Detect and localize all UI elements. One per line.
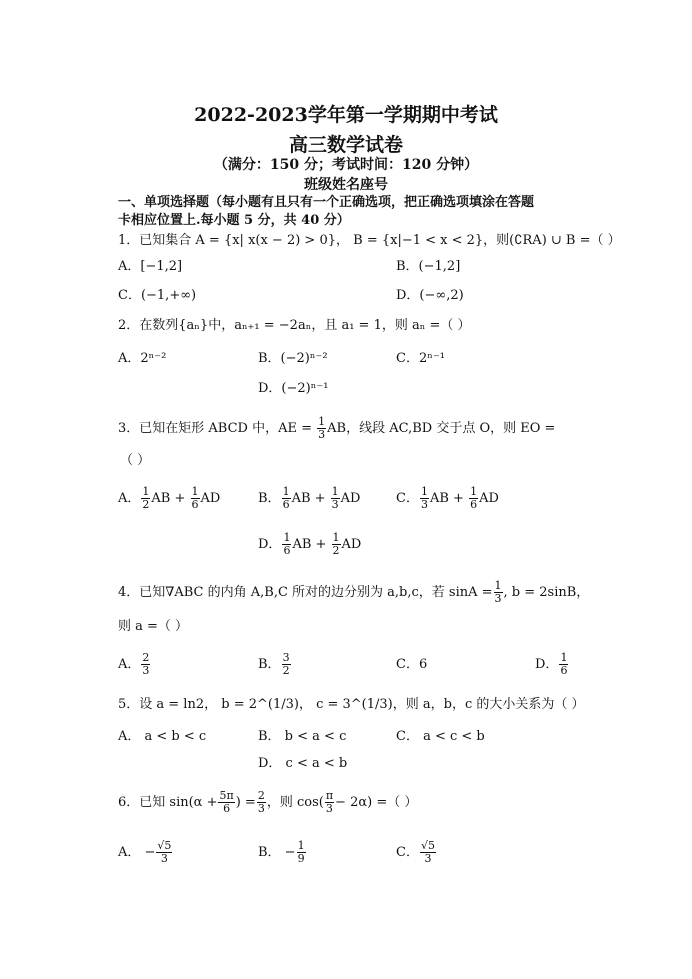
q5-option-b[interactable]: B． b < a < c <box>258 729 347 744</box>
q3-option-a[interactable]: A． $\frac{1}{2}$ AB + $\frac{1}{6}$ AD <box>118 485 221 511</box>
q3-option-c[interactable]: C． $\frac{1}{3}$ AB + $\frac{1}{6}$ AD <box>396 485 499 511</box>
q3-option-d[interactable]: D． $\frac{1}{6}$ AB + $\frac{1}{2}$ AD <box>258 531 362 557</box>
q3-stem-mid: AE = <box>278 421 317 436</box>
q6-option-c[interactable]: C． $\frac{√5}{3}$ <box>396 839 435 865</box>
q5-option-a[interactable]: A． a < b < c <box>118 729 207 744</box>
q3-stem <box>118 416 588 441</box>
q5-option-d[interactable]: D． c < a < b <box>258 756 348 771</box>
q4-stem-line2: 则 a =（ ） <box>118 619 189 634</box>
q4-option-d[interactable]: D． $\frac{1}{6}$ <box>535 651 568 677</box>
exam-title: 2022-2023学年第一学期期中考试 <box>194 104 498 126</box>
q4-option-a[interactable]: A． $\frac{2}{3}$ <box>118 651 150 677</box>
q5-option-c[interactable]: C． a < c < b <box>396 729 485 744</box>
q1-option-b[interactable]: B．(−1,2] <box>396 259 461 274</box>
q6-stem: 6．已知 sin(α + $\frac{5\pi}{6}$ ) = $\frac{2}{3}$ ，则 cos( $\frac{\pi}{3}$ − 2α) =（ ） <box>118 789 418 815</box>
q2-option-c[interactable]: C．2ⁿ⁻¹ <box>396 351 445 366</box>
q6-option-a[interactable]: A． − $\frac{√5}{3}$ <box>118 839 172 865</box>
exam-subtitle: 高三数学试卷 <box>288 134 403 156</box>
q6-option-b[interactable]: B． − $\frac{1}{9}$ <box>258 839 305 865</box>
section-heading-line1: 一、单项选择题（每小题有且只有一个正确选项，把正确选项填涂在答题 <box>118 195 535 210</box>
section-heading-line2: 卡相应位置上.每小题 5 分，共 40 分） <box>118 213 350 228</box>
q2-stem: 2．在数列{aₙ}中，aₙ₊₁ = −2aₙ，且 a₁ = 1，则 aₙ =（ ） <box>118 318 471 333</box>
q3-option-b[interactable]: B． $\frac{1}{6}$ AB + $\frac{1}{3}$ AD <box>258 485 361 511</box>
exam-info: （满分：150 分；考试时间：120 分钟） <box>213 157 479 173</box>
q1-option-d[interactable]: D．(−∞,2) <box>396 288 464 303</box>
class-name-line: 班级姓名座号 <box>304 177 388 193</box>
q4-option-c[interactable]: C．6 <box>396 657 428 672</box>
q2-option-d[interactable]: D．(−2)ⁿ⁻¹ <box>258 381 329 396</box>
q3-stem-pre: 3．已知在矩形 ABCD 中， <box>118 421 279 436</box>
q1-option-c[interactable]: C．(−1,+∞) <box>118 288 197 303</box>
q2-option-a[interactable]: A．2ⁿ⁻² <box>118 351 167 366</box>
q5-stem: 5．设 a = ln2， b = 2^(1/3)， c = 3^(1/3)，则 a，b，c 的大小关系为（ ） <box>118 697 585 712</box>
q1-stem: 1．已知集合 A = {x| x(x − 2) > 0}， B = {x|−1 < x < 2}，则(∁RA) ∪ B =（ ） <box>118 233 621 248</box>
q4-option-b[interactable]: B． $\frac{3}{2}$ <box>258 651 290 677</box>
q1-option-a[interactable]: A．[−1,2] <box>118 259 183 274</box>
q3-paren: （ ） <box>120 453 151 468</box>
q3-stem-post: AB，线段 AC,BD 交于点 O，则 EO = <box>327 421 556 436</box>
q2-option-b[interactable]: B．(−2)ⁿ⁻² <box>258 351 328 366</box>
q3-fraction: $\frac{1}{3}$ <box>318 415 326 441</box>
q4-stem: 4．已知∇ABC 的内角 A,B,C 所对的边分别为 a,b,c，若 sinA = $\frac{1}{3}$ , b = 2sinB， <box>118 579 590 605</box>
